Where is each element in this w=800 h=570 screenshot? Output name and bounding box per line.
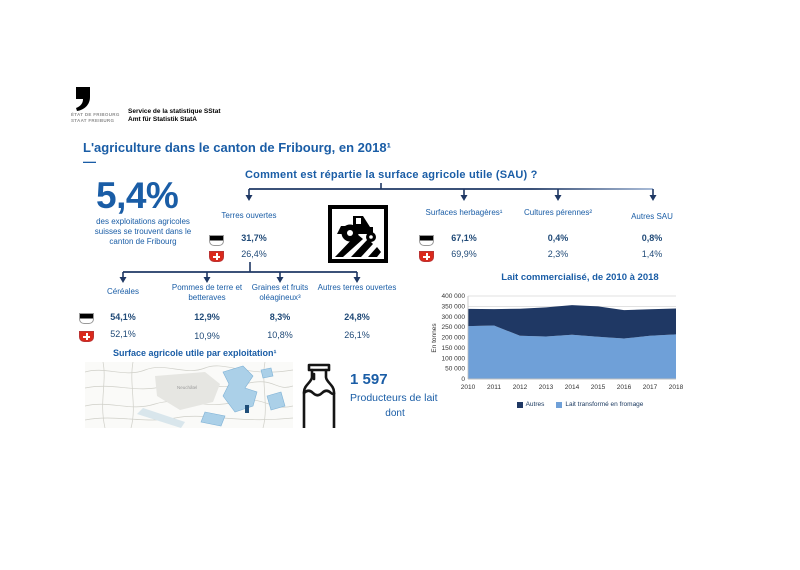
svg-text:0: 0 [461,376,465,383]
svg-text:400 000: 400 000 [441,293,465,300]
map-heading: Surface agricole utile par exploitation¹ [113,348,277,358]
autres-sau-ch-value: 1,4% [641,249,663,259]
cultures-perennes-fr-value: 0,4% [547,233,569,243]
logo-dept-de: Amt für Statistik StatA [128,116,197,123]
sau-question: Comment est répartie la surface agricole utile (SAU) ? [245,169,538,181]
milk-producers-caption: Producteurs de lait [350,392,438,404]
chart-legend [460,401,700,408]
level1-label-autres-sau: Autres SAU [631,212,673,221]
level1-label-cultures-perennes: Cultures pérennes² [523,208,593,217]
milk-more-label: dont [385,408,405,418]
swiss-flag-icon [419,251,434,262]
level2-label-pommes-de-terre: Pommes de terre et betteraves [171,283,243,302]
level2-label-graines-oleagineux: Graines et fruits oléagineux³ [251,283,309,302]
legend-label-fromage: Lait transformé en fromage [565,401,644,408]
svg-text:200 000: 200 000 [441,334,465,342]
autres-terres-ch-value: 26,1% [344,330,370,340]
logo-dept-names [128,108,220,124]
level2-label-cereales: Céréales [106,287,139,296]
fribourg-flag-icon [209,235,224,246]
milk-chart-title: Lait commercialisé, de 2010 à 2018 [501,272,659,283]
surfaces-herbageres-fr-value: 67,1% [451,233,477,243]
legend-swatch-autres [517,402,523,408]
key-stat-value: 5,4% [96,175,179,216]
logo-org-names [71,112,120,123]
autres-sau-fr-value: 0,8% [641,233,663,243]
cultures-perennes-ch-value: 2,3% [547,249,569,259]
map-city-label: Neuchâtel [177,385,198,390]
level2-label-autres-terres: Autres terres ouvertes [317,283,397,292]
svg-text:2017: 2017 [642,384,658,391]
terres-ouvertes-fr-value: 31,7% [241,233,267,243]
svg-text:2013: 2013 [538,384,554,391]
fribourg-flag-icon [79,313,94,324]
svg-text:300 000: 300 000 [441,313,465,321]
svg-text:2010: 2010 [460,384,476,391]
fribourg-flag-icon [419,235,434,246]
title-dash: — [83,154,96,169]
legend-item-fromage [556,401,643,408]
pommes-de-terre-fr-value: 12,9% [194,312,220,322]
autres-terres-fr-value: 24,8% [344,312,370,322]
svg-text:2014: 2014 [564,384,580,391]
key-stat-caption: des exploitations agricoles suisses se trouvent dans le canton de Fribourg [94,217,192,246]
swiss-flag-icon [209,251,224,262]
milk-producers-count: 1 597 [350,371,388,388]
logo-org-fr: ÉTAT DE FRIBOURG [71,112,120,117]
svg-text:2015: 2015 [590,384,606,391]
page-title: L'agriculture dans le canton de Fribourg, en 2018¹ [83,140,391,155]
surfaces-herbageres-ch-value: 69,9% [451,249,477,259]
swiss-flag-icon [79,331,94,342]
graines-oleagineux-fr-value: 8,3% [269,312,291,322]
svg-text:100 000: 100 000 [441,355,465,363]
milk-stacked-area-chart [428,288,684,396]
svg-text:50 000: 50 000 [445,365,465,373]
cereales-ch-value: 52,1% [110,329,136,339]
legend-label-autres: Autres [525,401,545,408]
svg-text:2018: 2018 [668,384,684,391]
svg-text:150 000: 150 000 [441,344,465,352]
milk-more-clipped-text [350,408,440,418]
svg-text:250 000: 250 000 [441,324,465,332]
pommes-de-terre-ch-value: 10,9% [194,331,220,341]
level1-label-terres-ouvertes: Terres ouvertes [221,211,277,220]
milk-bottle-icon [298,362,340,428]
level1-label-surfaces-herbageres: Surfaces herbagères¹ [425,208,503,217]
terres-ouvertes-ch-value: 26,4% [241,249,267,259]
logo-dept-fr: Service de la statistique SStat [128,108,221,115]
logo-org-de: STAAT FREIBURG [71,117,115,123]
cereales-fr-value: 54,1% [110,312,136,322]
svg-text:2012: 2012 [512,384,528,391]
svg-text:En tonnes: En tonnes [431,323,438,353]
svg-text:2016: 2016 [616,384,632,391]
graines-oleagineux-ch-value: 10,8% [267,330,293,340]
tractor-field-icon [327,204,389,264]
legend-item-autres [517,401,545,408]
sau-map [85,362,293,428]
fribourg-logo-icon [73,86,93,112]
svg-text:350 000: 350 000 [441,303,465,311]
svg-text:2011: 2011 [487,384,501,391]
legend-swatch-fromage [556,402,562,408]
